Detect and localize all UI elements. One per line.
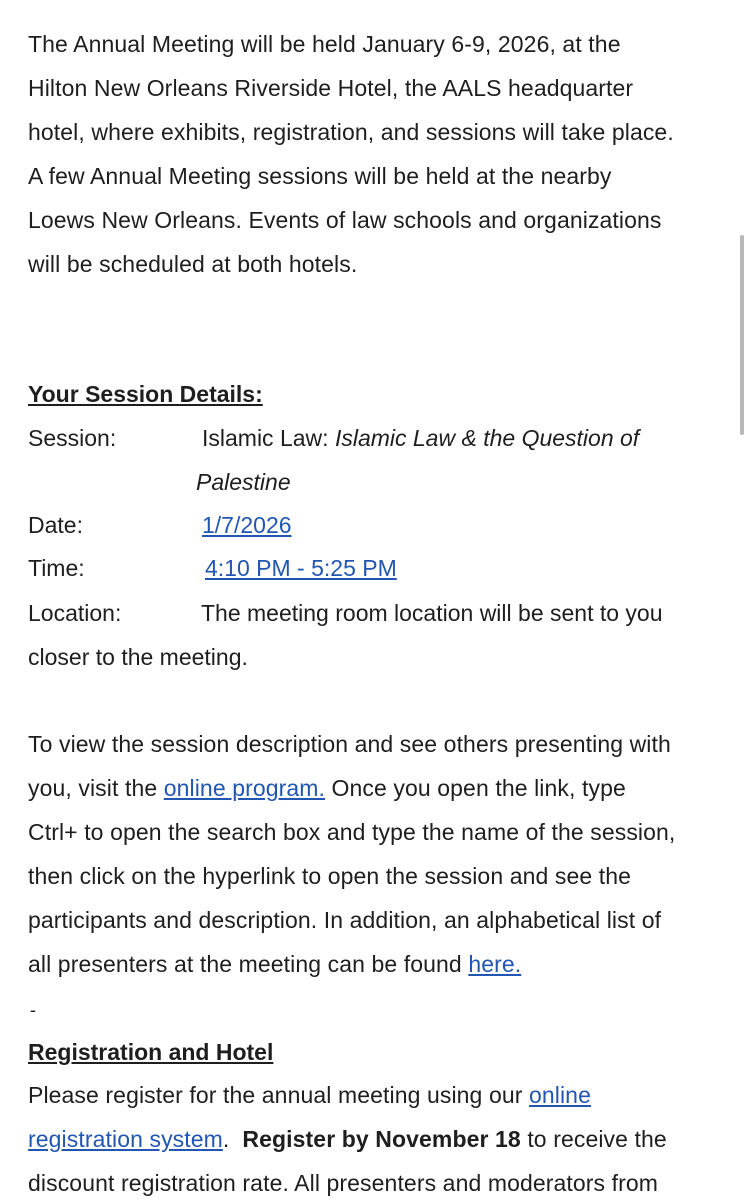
time-link[interactable]: 4:10 PM - 5:25 PM	[205, 555, 397, 581]
online-program-link[interactable]: online program.	[163, 775, 326, 801]
session-details-heading: Your Session Details:	[28, 381, 263, 407]
registration-paragraph	[28, 1073, 728, 1200]
session-title: Islamic Law & the Question of	[334, 425, 640, 451]
divider-dash: -	[30, 1000, 36, 1020]
online-program-paragraph	[28, 722, 728, 986]
paragraph-line: Ctrl+ to open the search box and type the name of the session,	[28, 819, 676, 845]
paragraph-line: To view the session description and see others presenting with	[28, 731, 671, 757]
intro-line: The Annual Meeting will be held January 6-9, 2026, at the	[28, 31, 621, 57]
session-prefix: Islamic Law:	[202, 425, 335, 451]
registration-heading: Registration and Hotel	[28, 1039, 274, 1065]
paragraph-line: participants and description. In addition, an alphabetical list of	[28, 907, 662, 933]
paragraph-line: discount registration rate. All presenters and moderators from	[28, 1170, 659, 1196]
location-label: Location:	[28, 600, 122, 626]
session-value	[202, 416, 639, 460]
paragraph-line	[28, 1073, 728, 1117]
intro-line: hotel, where exhibits, registration, and sessions will take place.	[28, 119, 674, 145]
paragraph-line: then click on the hyperlink to open the session and see the	[28, 863, 632, 889]
location-value-continued: closer to the meeting.	[28, 644, 248, 670]
online-registration-link-continued[interactable]: registration system	[28, 1126, 223, 1152]
paragraph-line	[28, 766, 728, 810]
intro-line: will be scheduled at both hotels.	[28, 251, 358, 277]
presenters-list-link[interactable]: here.	[468, 951, 522, 977]
time-label: Time:	[28, 555, 85, 581]
intro-line: Loews New Orleans. Events of law schools and organizations	[28, 207, 662, 233]
paragraph-line	[28, 942, 728, 986]
paragraph-text: Once you open the link, type	[325, 775, 626, 801]
location-value: The meeting room location will be sent to you	[201, 600, 663, 626]
paragraph-text: you, visit the	[28, 775, 164, 801]
paragraph-text: Please register for the annual meeting using our	[28, 1082, 529, 1108]
scrollbar[interactable]	[740, 235, 744, 435]
paragraph-text: to receive the	[520, 1126, 667, 1152]
online-registration-link[interactable]: online	[528, 1082, 591, 1108]
date-link[interactable]: 1/7/2026	[202, 512, 292, 538]
paragraph-text: .	[222, 1126, 243, 1152]
paragraph-text: all presenters at the meeting can be found	[28, 951, 469, 977]
register-deadline: Register by November 18	[242, 1126, 521, 1152]
session-label: Session:	[28, 425, 117, 451]
intro-line: A few Annual Meeting sessions will be held at the nearby	[28, 163, 612, 189]
session-title-continued: Palestine	[196, 469, 291, 495]
intro-line: Hilton New Orleans Riverside Hotel, the AALS headquarter	[28, 75, 634, 101]
date-label: Date:	[28, 512, 83, 538]
paragraph-line	[28, 1117, 728, 1161]
intro-paragraph	[28, 22, 728, 286]
